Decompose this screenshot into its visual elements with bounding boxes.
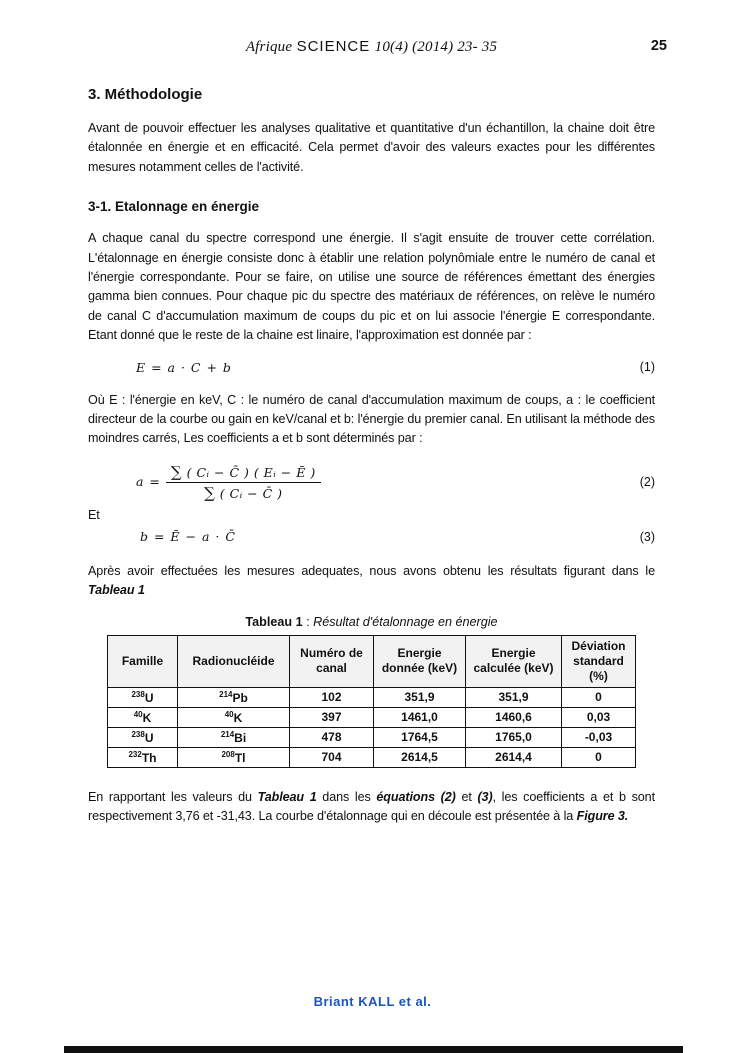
cell-famille: $^{40}$K: [108, 707, 178, 727]
conclusion-text-4: , les coefficients a et b sont respectivement 3,76 et -31,43. La courbe d'étalonnage qui en découle est présentée à la: [88, 789, 655, 824]
page-edge-bar: [64, 1046, 683, 1053]
conclusion-text-2: dans les: [316, 789, 377, 804]
cell-energie-donnee: 1764,5: [374, 727, 466, 747]
table-caption-separator: :: [302, 614, 314, 629]
journal-title: [88, 38, 655, 56]
cell-famille: $^{238}$U: [108, 687, 178, 707]
section-heading-methodologie: 3. Méthodologie: [88, 86, 203, 103]
conclusion-text-1: En rapportant les valeurs du: [88, 789, 258, 804]
paragraph-etalonnage: A chaque canal du spectre correspond une énergie. Il s'agit ensuite de trouver cette corrélation. L'étalonnage en énergie consiste donc à établir une relation polynômiale entre le numéro de canal et l'énergie correspondante. Pour se faire, on utilise une source de références émettant des énergies gamma bien connues. Pour chaque pic du spectre des matériaux de références, on relève le numéro de canal C d'accumulation maximum de coups du pic et on lui associe l'énergie E correspondante. Etant donné que le reste de la chaine est linaire, l'approximation est donnée par :: [88, 231, 655, 343]
cell-energie-donnee: 2614,5: [374, 747, 466, 767]
tableau-1-reference: Tableau 1: [88, 583, 145, 598]
figure-3-reference: Figure 3.: [576, 809, 629, 824]
tableau-1-reference: Tableau 1: [257, 789, 317, 804]
calibration-table: [107, 635, 636, 768]
paragraph-resultats: [88, 562, 655, 601]
table-row: [108, 727, 636, 747]
paragraph-conclusion: [88, 788, 655, 827]
journal-issue: 10(4) (2014) 23- 35: [374, 39, 498, 55]
equation-2: [88, 463, 655, 502]
cell-canal: 478: [290, 727, 374, 747]
sum-symbol: ∑: [170, 462, 183, 481]
table-row: [108, 687, 636, 707]
cell-deviation: 0: [562, 747, 636, 767]
cell-deviation: -0,03: [562, 727, 636, 747]
word-et: Et: [88, 507, 100, 522]
equation-2-denominator-terms: ( Cᵢ − C̄ ): [219, 485, 283, 501]
header-radionucleide: Radionucléide: [178, 635, 290, 687]
page-number: 25: [650, 38, 667, 54]
equation-2-lhs: a =: [136, 473, 161, 489]
equation-1: [88, 360, 655, 375]
cell-radionucleide: $^{208}$Tl: [178, 747, 290, 767]
cell-energie-donnee: 1461,0: [374, 707, 466, 727]
page-header: [88, 38, 667, 60]
equation-3-number: (3): [639, 529, 655, 544]
table-header-row: [108, 635, 636, 687]
header-energie-donnee: Energie donnée (keV): [374, 635, 466, 687]
table-caption-title: Résultat d'étalonnage en énergie: [313, 614, 498, 629]
equation-2-body: [136, 463, 321, 502]
header-famille: Famille: [108, 635, 178, 687]
table-caption: [88, 615, 655, 629]
header-deviation: Déviation standard (%): [562, 635, 636, 687]
table-row: [108, 707, 636, 727]
cell-energie-donnee: 351,9: [374, 687, 466, 707]
equation-3-body: b = Ē − a · C̄: [140, 529, 236, 545]
paragraph-resultats-text: Après avoir effectuées les mesures adequates, nous avons obtenu les résultats figurant dans le: [88, 564, 655, 579]
cell-canal: 102: [290, 687, 374, 707]
equation-3-reference: (3): [477, 789, 493, 804]
conclusion-text-3: et: [455, 789, 478, 804]
cell-famille: $^{232}$Th: [108, 747, 178, 767]
equation-2-number: (2): [639, 475, 655, 490]
cell-energie-calculee: 1765,0: [466, 727, 562, 747]
sum-symbol: ∑: [204, 483, 216, 502]
header-numero-canal: Numéro de canal: [290, 635, 374, 687]
equation-1-number: (1): [639, 360, 655, 375]
table-caption-label: Tableau 1: [245, 614, 303, 629]
cell-energie-calculee: 2614,4: [466, 747, 562, 767]
cell-radionucleide: $^{214}$Pb: [178, 687, 290, 707]
cell-canal: 397: [290, 707, 374, 727]
cell-energie-calculee: 1460,6: [466, 707, 562, 727]
subsection-heading-etalonnage: 3-1. Etalonnage en énergie: [88, 199, 260, 215]
cell-deviation: 0: [562, 687, 636, 707]
table-body: [108, 687, 636, 767]
equation-2-numerator-terms: ( Cᵢ − C̄ ) ( Eᵢ − Ē ): [186, 464, 316, 480]
equation-2-numerator: [166, 463, 321, 483]
paragraph-coefficients: Où E : l'énergie en keV, C : le numéro de canal d'accumulation maximum de coups, a : le coefficient directeur de la courbe ou gain en keV/canal et b: l'énergie du premier canal. En utilisant la méthode des moindres carrés, Les coefficients a et b sont déterminés par :: [88, 392, 655, 446]
cell-deviation: 0,03: [562, 707, 636, 727]
cell-radionucleide: $^{40}$K: [178, 707, 290, 727]
cell-famille: $^{238}$U: [108, 727, 178, 747]
equation-2-fraction: [166, 463, 321, 502]
footer-authors: Briant KALL et al.: [313, 994, 432, 1009]
journal-title-prefix: Afrique: [245, 39, 293, 55]
equation-1-body: E = a · C + b: [136, 359, 232, 375]
equation-3: [88, 529, 655, 544]
equation-2-denominator: [166, 483, 321, 502]
header-energie-calculee: Energie calculée (keV): [466, 635, 562, 687]
table-row: [108, 747, 636, 767]
cell-canal: 704: [290, 747, 374, 767]
journal-title-name: SCIENCE: [296, 38, 371, 55]
cell-radionucleide: $^{214}$Bi: [178, 727, 290, 747]
equations-reference: équations (2): [376, 789, 456, 804]
cell-energie-calculee: 351,9: [466, 687, 562, 707]
paragraph-intro: Avant de pouvoir effectuer les analyses qualitative et quantitative d'un échantillon, la chaine doit être étalonnée en énergie et en efficacité. Cela permet d'avoir des valeurs exactes pour les différentes mesures notamment celles de l'activité.: [88, 121, 655, 174]
